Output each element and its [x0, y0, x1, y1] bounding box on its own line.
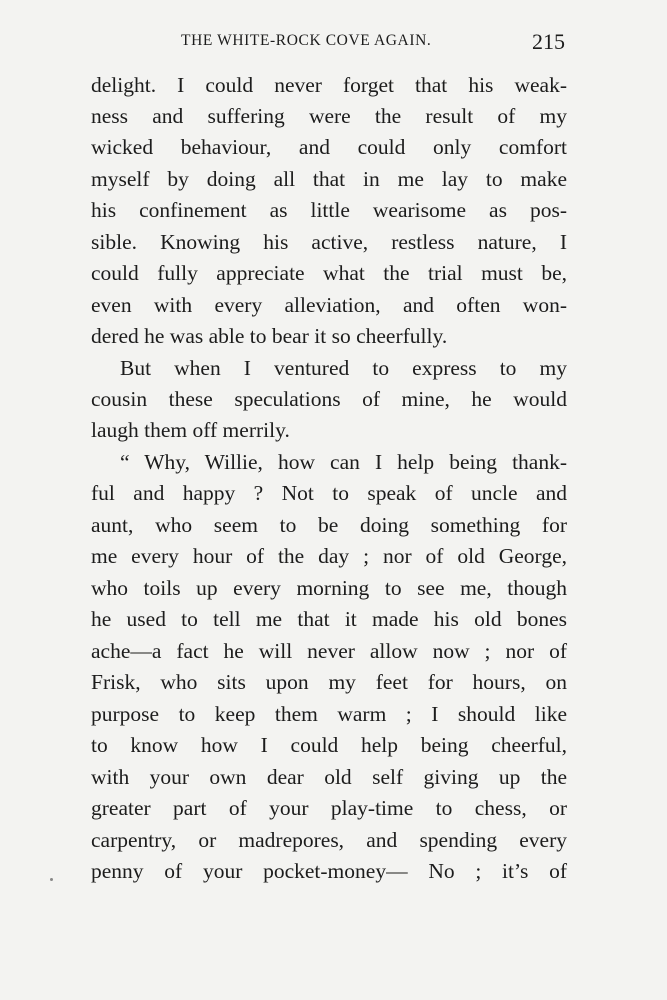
text-line: who toils up every morning to see me, though — [91, 576, 567, 600]
text-line: he used to tell me that it made his old bones — [91, 607, 567, 631]
page-number: 215 — [532, 29, 565, 54]
text-line: ness and suffering were the result of my — [91, 104, 567, 128]
text-line: carpentry, or madrepores, and spending every — [91, 828, 567, 852]
text-line: cousin these speculations of mine, he would — [91, 387, 567, 411]
text-line: penny of your pocket-money— No ; it’s of — [91, 859, 567, 883]
text-line: ful and happy ? Not to speak of uncle and — [91, 481, 567, 505]
text-line: sible. Knowing his active, restless nature, I — [91, 230, 567, 254]
text-line: with your own dear old self giving up the — [91, 765, 567, 789]
text-line: me every hour of the day ; nor of old George, — [91, 544, 567, 568]
text-line: ache—a fact he will never allow now ; nor of — [91, 639, 567, 663]
paper-speck — [50, 878, 53, 881]
text-line: purpose to keep them warm ; I should like — [91, 702, 567, 726]
text-line: his confinement as little wearisome as pos- — [91, 198, 567, 222]
text-line: Frisk, who sits upon my feet for hours, on — [91, 670, 567, 694]
text-line: dered he was able to bear it so cheerfully. — [91, 324, 448, 348]
text-line: delight. I could never forget that his weak- — [91, 73, 567, 97]
text-line: wicked behaviour, and could only comfort — [91, 135, 567, 159]
text-line: myself by doing all that in me lay to make — [91, 167, 567, 191]
text-line: “ Why, Willie, how can I help being thank- — [120, 450, 567, 474]
running-title: THE WHITE-ROCK COVE AGAIN. — [181, 32, 432, 49]
text-line: But when I ventured to express to my — [120, 356, 567, 380]
text-line: greater part of your play-time to chess, or — [91, 796, 567, 820]
text-line: even with every alleviation, and often won- — [91, 293, 567, 317]
text-line: laugh them off merrily. — [91, 418, 290, 442]
text-line: aunt, who seem to be doing something for — [91, 513, 567, 537]
text-line: to know how I could help being cheerful, — [91, 733, 567, 757]
text-line: could fully appreciate what the trial must be, — [91, 261, 567, 285]
